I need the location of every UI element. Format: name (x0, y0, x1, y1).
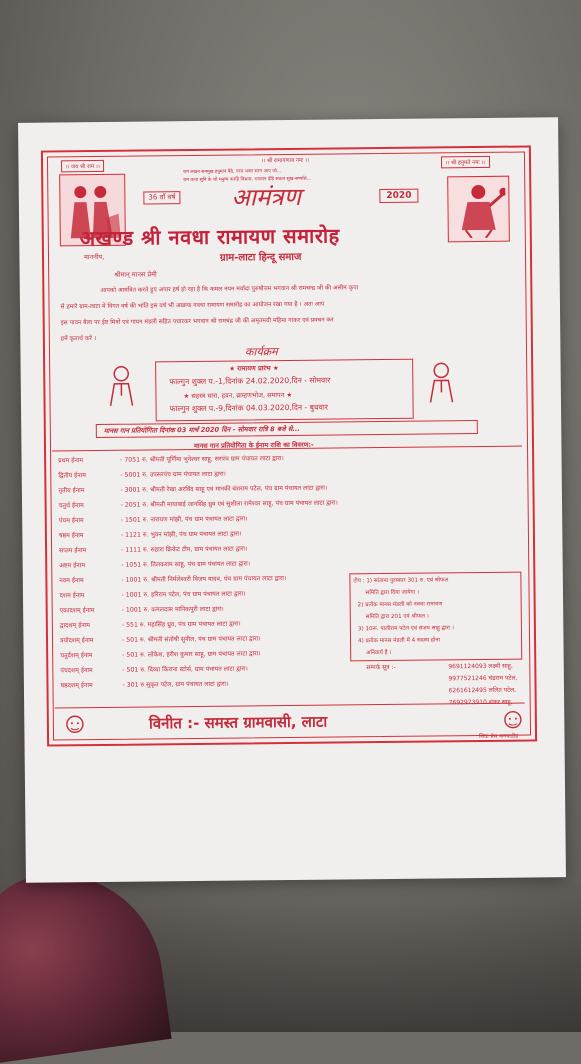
prize-row (60, 679, 228, 690)
prize-rank: पंचम ईनाम (58, 517, 84, 525)
subtitle: ग्राम-लाटा हिन्दू समाज (219, 251, 302, 264)
invitation-frame (41, 145, 537, 746)
right-praying-figure (421, 358, 462, 406)
contact-1: 9691124093 लक्ष्मी साहू, (448, 662, 513, 671)
prize-rank: द्वितीय ईनाम (58, 472, 86, 480)
prize-detail: - 5001 रु. उपसरपंच ग्राम पंचायत लाटा द्वारा। (120, 470, 226, 479)
prize-detail: - 301 रु.सुकृत पटेल, ग्राम पंचायत लाटा द्वारा। (122, 680, 229, 689)
body-line-4: हमें कृतार्थ करें । (60, 335, 97, 343)
body-line-2: से हमारे ग्राम-लाटा में विगत वर्ष की भांति इस वर्ष भी अखण्ड नवधा रामायण समारोह का आयोजन रखा गया है । अतः आप (60, 300, 325, 311)
note-line-7: अनिवार्य है । (366, 649, 392, 657)
note-line-5: 3) 10रू. पालीराम पटेल एवं संजय साहू द्वारा । (357, 625, 455, 633)
note-line-4: समिति द्वारा 201 एवं श्रीफल । (365, 613, 429, 621)
printer-credit: शिवा प्रेस फनवाडीह (479, 733, 519, 741)
prize-rank: चतुर्दशम् ईनाम (60, 652, 93, 660)
prize-detail: - 3001 रु. श्रीमती रेखा अरविंद साहू एवं मानकी बंशराम पटेल, पंच ग्राम पंचायत लाटा द्वारा। (120, 484, 328, 494)
note-line-1: टीप : 1) सांत्वना पुरस्कार 301 रु. एवं श्रीफल (353, 577, 449, 585)
prize-row (60, 619, 241, 630)
hanuman-image (447, 176, 510, 243)
note-line-3: 2) प्रत्येक मानस मंडली को नवधा रामायण (357, 601, 443, 609)
prize-heading: मानस गान प्रतियोगिता के ईनाम राशि का विवरण:- (193, 440, 314, 450)
face-ornament-icon (65, 714, 85, 736)
competition-notice: मानस गान प्रतियोगिता दिनांक 03 मार्च 2020 दिन - सोमवार रात्रि 8 बजे से... (103, 424, 300, 435)
body-line-1: आपको आमंत्रित करते हुए अपार हर्ष हो रहा है कि कमल नयन मर्यादा पुरुषोत्तम भगवान श्री रामचन्द्र जी की असीम कृपा (100, 284, 359, 294)
footer-vineet: विनीत :- समस्त ग्रामवासी, लाटा (148, 712, 328, 733)
edition-badge: 36 वाँ वर्ष (143, 191, 180, 204)
right-corner-label: ।। श्री हनुमते नमः ।। (441, 156, 490, 169)
prize-detail: - 501 रु. दिव्या किराना स्टोर्स, ग्राम पंचायत लाटा द्वारा। (122, 665, 248, 674)
prize-detail: - 2051 रु. श्रीमती मायाबाई जानसिंह ध्रुव एवं सुशीला रामेश्वर साहू, पंच ग्राम पंचायत लाटा द्वारा। (120, 499, 338, 509)
prize-rank: षष्ठम ईनाम (58, 532, 84, 540)
left-praying-figure (101, 362, 142, 410)
note-line-2: समिति द्वारा दिया जायेगा । (365, 589, 419, 597)
prize-rank: द्वादशम् ईनाम (59, 622, 91, 630)
prize-detail: - 501 रु. लोकेश, हरीश कुमार साहू, ग्राम पंचायत लाटा द्वारा। (122, 650, 261, 659)
prize-rank: अष्टम ईनाम (59, 562, 86, 570)
programme-line-3: ★ सहस्त्र धारा, हवन, ब्राम्हणभोज, समापन ★ (183, 390, 293, 401)
praying-icon (424, 360, 458, 404)
addressee: श्रीमान् मानस प्रेमी (114, 270, 157, 279)
right-footer-ornament (503, 710, 523, 732)
contact-heading: सम्पर्क सूत्र :- (366, 663, 396, 672)
hanuman-icon (451, 180, 506, 239)
contact-4: 7692973910 शंकर साहू, (448, 698, 513, 707)
prize-rank: सप्तम ईनाम (59, 547, 87, 555)
header-line-1: राम लखन सनमुख हनुमान बैठे, परम भक्त सरन आए जो... (183, 169, 282, 176)
prize-rank: त्रयोदशम् ईनाम (59, 637, 94, 645)
prize-detail: - 1001 रु. श्रीमती निर्मलेश्वरी विजय यादव, पंच ग्राम पंचायत लाटा द्वारा। (121, 575, 287, 584)
prize-rank: चतुर्थ ईनाम (58, 502, 84, 510)
programme-line-4: फाल्गुन शुक्ल प.-9,दिनांक 04.03.2020,दिन - बुधवार (169, 402, 328, 414)
amantran-title: आमंत्रण (231, 182, 302, 212)
note-line-6: 4) प्रत्येक मानस मंडली में 4 सदस्य होना (358, 637, 440, 645)
prize-rank: तृतीय ईनाम (58, 487, 85, 495)
prize-rank: नवम ईनाम (59, 577, 84, 585)
prize-row (58, 469, 226, 480)
programme-heading: कार्यक्रम (244, 345, 278, 359)
praying-icon (104, 364, 138, 408)
prize-rank: एकादशम् ईनाम (59, 607, 95, 615)
prize-detail: - 7051 रु. श्रीमती पूर्णिमा भुनेश्वर साहू, सरपंच ग्राम पंचायत लाटा द्वारा। (120, 455, 284, 464)
top-center-label: ।। श्री रामायणाय नमः ।। (260, 157, 310, 165)
programme-line-2: फाल्गुन शुक्ल प.-1,दिनांक 24.02.2020,दिन - सोमवार (169, 375, 331, 387)
left-corner-label: ।। जय श्री राम ।। (61, 160, 104, 172)
body-line-3: इस पावन बेला पर ईष्ट मित्रों एवं गायन मंडली सहित पधारकर भगवान श्री रामचंद्र जी की अमृतमयी महिमा गाकर एवं प्रवचन कर (60, 316, 334, 327)
prize-detail: - 1501 रु. नारायण मांझी, पंच ग्राम पंचायत लाटा द्वारा। (120, 515, 248, 524)
prize-detail: - 551 रु. महासिंह ध्रुव, पंच ग्राम पंचायत लाटा द्वारा। (121, 620, 241, 629)
prize-rank: प्रथम ईनाम (58, 457, 84, 465)
prize-detail: - 1051 रु. तिलकराम साहू, पंच ग्राम पंचायत लाटा द्वारा। (121, 560, 251, 569)
main-title: अखण्ड श्री नवधा रामायण समारोह (79, 223, 340, 251)
prize-detail: - 1121 रु. भुवन मांझी, पंच ग्राम पंचायत लाटा द्वारा। (120, 530, 242, 539)
prize-detail: - 1001 रु. कमलदास मानिकपुरी लाटा द्वारा। (121, 605, 224, 614)
face-ornament-icon (503, 710, 523, 732)
year-badge: 2020 (379, 189, 418, 203)
prize-rank: दशम ईनाम (59, 592, 85, 600)
header-line-2: राम कथा सुनि के जो मनुष्य करहि विश्राम, भगवान देहि सकल सुख-सम्पत्ति... (183, 176, 312, 184)
prize-rank: षष्ठदशम् ईनाम (60, 682, 93, 690)
contact-2: 9977521246 चंद्रराम पटेल, (448, 674, 518, 683)
salutation: माननीय, (83, 252, 105, 262)
left-footer-ornament (65, 714, 85, 736)
prize-detail: - 1111 रु. सहारा क्रिकेट टीम, ग्राम पंचायत लाटा द्वारा। (121, 545, 248, 554)
prize-detail: - 501 रु. श्रीमती संतोषी सुनील, पंच ग्राम पंचायत लाटा द्वारा। (121, 635, 261, 644)
contact-3: 6261612495 ललित पटेल, (448, 686, 517, 695)
prize-detail: - 1001 रु. हरिराम पटेल, पंच ग्राम पंचायत लाटा द्वारा। (121, 590, 246, 599)
prize-rank: पंचदशम् ईनाम (60, 667, 93, 675)
prize-row (60, 604, 224, 615)
prize-row (59, 529, 242, 540)
programme-line-1: ★ रामायण प्रारंभ ★ (229, 364, 279, 373)
